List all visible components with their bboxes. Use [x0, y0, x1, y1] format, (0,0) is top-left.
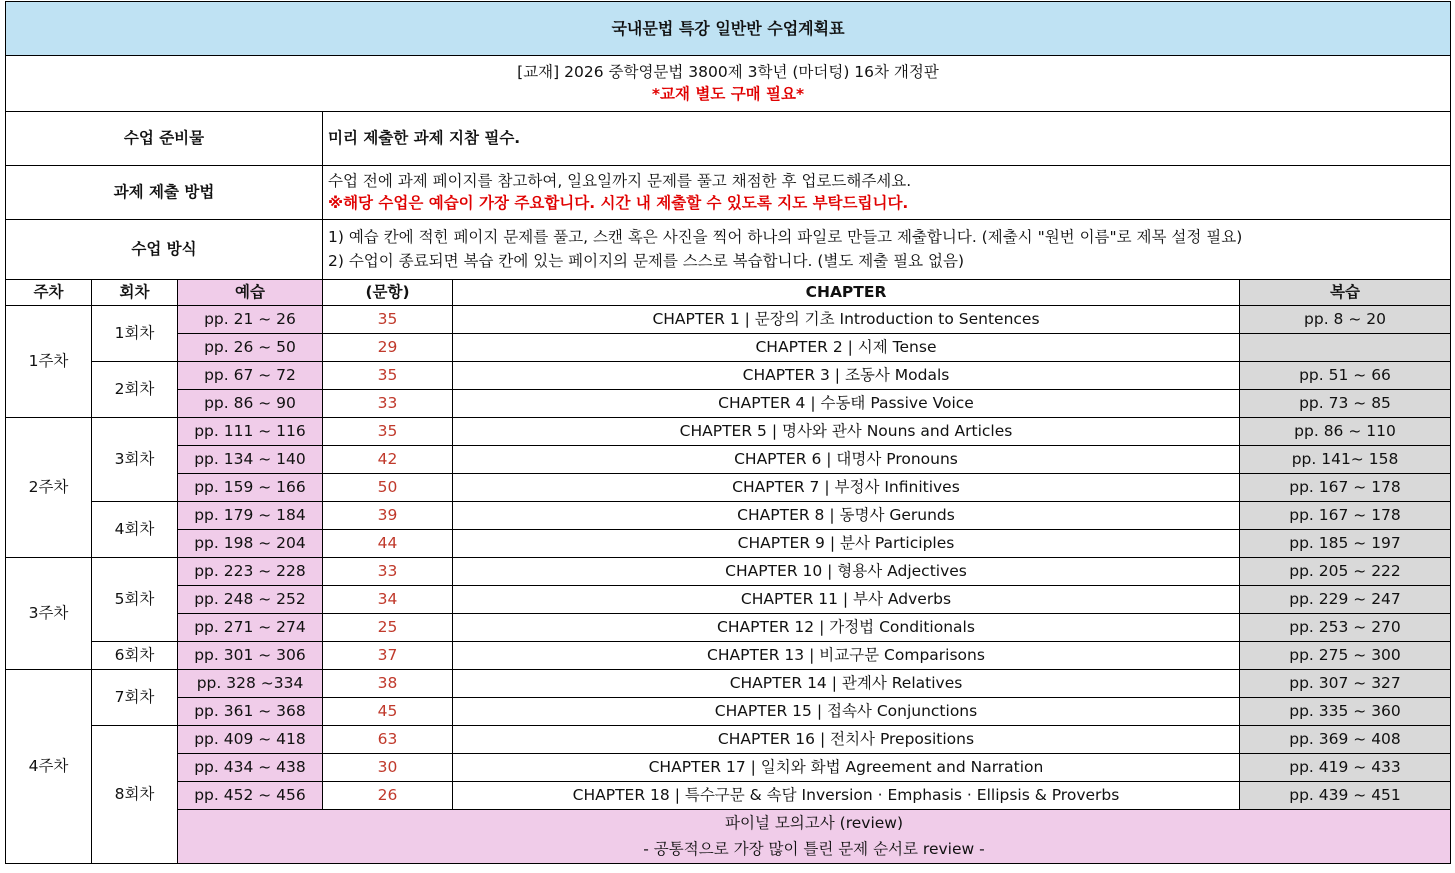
- chapter-cell: CHAPTER 6 | 대명사 Pronouns: [453, 446, 1240, 474]
- submission-line-1: 수업 전에 과제 페이지를 참고하여, 일요일까지 문제를 풀고 채점한 후 업로드해주세요.: [328, 171, 912, 190]
- preview-cell: pp. 328 ~334: [178, 670, 323, 698]
- chapter-cell: CHAPTER 15 | 접속사 Conjunctions: [453, 698, 1240, 726]
- session-cell: 6회차: [92, 642, 178, 670]
- chapter-cell: CHAPTER 3 | 조동사 Modals: [453, 362, 1240, 390]
- lesson-plan-table: [5, 1, 1451, 864]
- preview-cell: pp. 361 ~ 368: [178, 698, 323, 726]
- final-exam-note: - 공통적으로 가장 많이 틀린 문제 순서로 review -: [643, 839, 985, 858]
- textbook-purchase-note: *교재 별도 구매 필요*: [651, 84, 805, 103]
- question-count-cell: 35: [323, 306, 453, 334]
- submission-line-2: ※해당 수업은 예습이 가장 주요합니다. 시간 내 제출할 수 있도록 지도 부탁드립니다.: [328, 194, 909, 212]
- chapter-cell: CHAPTER 18 | 특수구문 & 속담 Inversion · Emphasis · Ellipsis & Proverbs: [453, 782, 1240, 810]
- question-count-cell: 25: [323, 614, 453, 642]
- preview-cell: pp. 159 ~ 166: [178, 474, 323, 502]
- header-preview: 예습: [178, 280, 323, 306]
- info-label-submission: 과제 제출 방법: [6, 166, 323, 220]
- method-line-1: 1) 예습 칸에 적힌 페이지 문제를 풀고, 스캔 혹은 사진을 찍어 하나의 파일로 만들고 제출합니다. (제출시 "원번 이름"로 제목 설정 필요): [328, 227, 1243, 246]
- info-label-materials: 수업 준비물: [6, 112, 323, 166]
- preview-cell: pp. 134 ~ 140: [178, 446, 323, 474]
- chapter-cell: CHAPTER 1 | 문장의 기초 Introduction to Sentences: [453, 306, 1240, 334]
- preview-cell: pp. 111 ~ 116: [178, 418, 323, 446]
- chapter-cell: CHAPTER 11 | 부사 Adverbs: [453, 586, 1240, 614]
- review-cell: pp. 86 ~ 110: [1240, 418, 1451, 446]
- session-cell: 5회차: [92, 558, 178, 642]
- question-count-cell: 33: [323, 390, 453, 418]
- session-cell: 1회차: [92, 306, 178, 362]
- question-count-cell: 33: [323, 558, 453, 586]
- preview-cell: pp. 21 ~ 26: [178, 306, 323, 334]
- preview-cell: pp. 86 ~ 90: [178, 390, 323, 418]
- review-cell: pp. 205 ~ 222: [1240, 558, 1451, 586]
- question-count-cell: 34: [323, 586, 453, 614]
- textbook-name: [교재] 2026 중학영문법 3800제 3학년 (마더텅) 16차 개정판: [517, 63, 939, 82]
- question-count-cell: 26: [323, 782, 453, 810]
- review-cell: pp. 419 ~ 433: [1240, 754, 1451, 782]
- chapter-cell: CHAPTER 14 | 관계사 Relatives: [453, 670, 1240, 698]
- question-count-cell: 30: [323, 754, 453, 782]
- header-week: 주차: [6, 280, 92, 306]
- review-cell: pp. 253 ~ 270: [1240, 614, 1451, 642]
- header-review: 복습: [1240, 280, 1451, 306]
- session-cell: 8회차: [92, 726, 178, 864]
- question-count-cell: 37: [323, 642, 453, 670]
- preview-cell: pp. 248 ~ 252: [178, 586, 323, 614]
- review-cell: pp. 141~ 158: [1240, 446, 1451, 474]
- preview-cell: pp. 434 ~ 438: [178, 754, 323, 782]
- question-count-cell: 35: [323, 362, 453, 390]
- question-count-cell: 50: [323, 474, 453, 502]
- week-cell: 4주차: [6, 670, 92, 864]
- chapter-cell: CHAPTER 7 | 부정사 Infinitives: [453, 474, 1240, 502]
- question-count-cell: 45: [323, 698, 453, 726]
- review-cell: pp. 229 ~ 247: [1240, 586, 1451, 614]
- review-cell: pp. 439 ~ 451: [1240, 782, 1451, 810]
- header-session: 회차: [92, 280, 178, 306]
- final-mock-exam-cell: [178, 810, 1451, 864]
- chapter-cell: CHAPTER 13 | 비교구문 Comparisons: [453, 642, 1240, 670]
- chapter-cell: CHAPTER 17 | 일치와 화법 Agreement and Narration: [453, 754, 1240, 782]
- review-cell: pp. 8 ~ 20: [1240, 306, 1451, 334]
- review-cell: pp. 369 ~ 408: [1240, 726, 1451, 754]
- preview-cell: pp. 179 ~ 184: [178, 502, 323, 530]
- question-count-cell: 44: [323, 530, 453, 558]
- review-cell: pp. 275 ~ 300: [1240, 642, 1451, 670]
- review-cell: [1240, 334, 1451, 362]
- review-cell: pp. 73 ~ 85: [1240, 390, 1451, 418]
- header-questions: (문항): [323, 280, 453, 306]
- chapter-cell: CHAPTER 5 | 명사와 관사 Nouns and Articles: [453, 418, 1240, 446]
- preview-cell: pp. 452 ~ 456: [178, 782, 323, 810]
- method-line-2: 2) 수업이 종료되면 복습 칸에 있는 페이지의 문제를 스스로 복습합니다. (별도 제출 필요 없음): [328, 252, 965, 270]
- info-value-materials: 미리 제출한 과제 지참 필수.: [323, 112, 1451, 166]
- review-cell: pp. 167 ~ 178: [1240, 474, 1451, 502]
- question-count-cell: 42: [323, 446, 453, 474]
- session-cell: 7회차: [92, 670, 178, 726]
- header-chapter: CHAPTER: [453, 280, 1240, 306]
- session-cell: 3회차: [92, 418, 178, 502]
- question-count-cell: 63: [323, 726, 453, 754]
- review-cell: pp. 307 ~ 327: [1240, 670, 1451, 698]
- plan-title: 국내문법 특강 일반반 수업계획표: [6, 2, 1451, 56]
- chapter-cell: CHAPTER 12 | 가정법 Conditionals: [453, 614, 1240, 642]
- question-count-cell: 29: [323, 334, 453, 362]
- review-cell: pp. 185 ~ 197: [1240, 530, 1451, 558]
- preview-cell: pp. 198 ~ 204: [178, 530, 323, 558]
- preview-cell: pp. 67 ~ 72: [178, 362, 323, 390]
- preview-cell: pp. 26 ~ 50: [178, 334, 323, 362]
- textbook-info: [6, 56, 1451, 112]
- preview-cell: pp. 301 ~ 306: [178, 642, 323, 670]
- chapter-cell: CHAPTER 16 | 전치사 Prepositions: [453, 726, 1240, 754]
- final-exam-title: 파이널 모의고사 (review): [724, 814, 904, 833]
- review-cell: pp. 51 ~ 66: [1240, 362, 1451, 390]
- chapter-cell: CHAPTER 10 | 형용사 Adjectives: [453, 558, 1240, 586]
- question-count-cell: 38: [323, 670, 453, 698]
- week-cell: 2주차: [6, 418, 92, 558]
- session-cell: 4회차: [92, 502, 178, 558]
- review-cell: pp. 335 ~ 360: [1240, 698, 1451, 726]
- chapter-cell: CHAPTER 2 | 시제 Tense: [453, 334, 1240, 362]
- preview-cell: pp. 271 ~ 274: [178, 614, 323, 642]
- question-count-cell: 35: [323, 418, 453, 446]
- preview-cell: pp. 409 ~ 418: [178, 726, 323, 754]
- question-count-cell: 39: [323, 502, 453, 530]
- chapter-cell: CHAPTER 9 | 분사 Participles: [453, 530, 1240, 558]
- preview-cell: pp. 223 ~ 228: [178, 558, 323, 586]
- week-cell: 1주차: [6, 306, 92, 418]
- info-label-method: 수업 방식: [6, 220, 323, 280]
- info-value-submission: [323, 166, 1451, 220]
- review-cell: pp. 167 ~ 178: [1240, 502, 1451, 530]
- chapter-cell: CHAPTER 8 | 동명사 Gerunds: [453, 502, 1240, 530]
- session-cell: 2회차: [92, 362, 178, 418]
- info-value-method: [323, 220, 1451, 280]
- week-cell: 3주차: [6, 558, 92, 670]
- chapter-cell: CHAPTER 4 | 수동태 Passive Voice: [453, 390, 1240, 418]
